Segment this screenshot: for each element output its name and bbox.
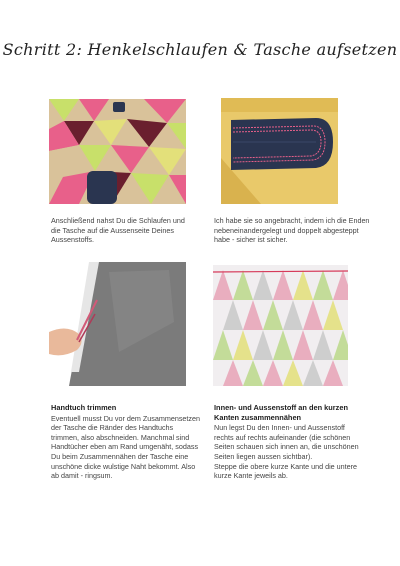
photo-stitched-loops — [221, 98, 338, 204]
step3-heading: Handtuch trimmen — [51, 403, 117, 412]
photo-fabric-with-loops — [49, 99, 186, 204]
step4-heading: Innen- und Aussenstoff an den kurzen Kanten zusammennähen — [214, 403, 348, 422]
photo-fabrics-sewn — [213, 265, 348, 386]
step3-block — [51, 403, 201, 481]
page-title: Schritt 2: Henkelschlaufen & Tasche aufsetzen — [2, 40, 398, 59]
step4-body-1: Nun legst Du den Innen- und Aussenstoff rechts auf rechts aufeinander (die schönen Seiten schauen sich innen an, die unschönen Seiten liegen aussen sichtbar). — [214, 423, 359, 461]
step4-body-2: Steppe die obere kurze Kante und die untere kurze Kante jeweils ab. — [214, 461, 358, 481]
step1-caption: Anschließend nahst Du die Schlaufen und die Tasche auf die Aussenseite Deines Aussenstoffs. — [51, 216, 185, 245]
step4-block — [214, 403, 364, 481]
step3-body: Eventuell musst Du vor dem Zusammensetzen der Tasche die Ränder des Handtuchs trimmen, also abschneiden. Manchmal sind Handtücher eben am Rand umgenäht, sodass Du beim Zusammennähen der Tasche eine unschöne dicke wulstige Naht bekommt. Also ab damit - ringsum. — [51, 413, 201, 481]
photo-trimming-towel — [49, 262, 186, 386]
step2-caption: Ich habe sie so angebracht, indem ich die Enden nebeneinandergelegt und doppelt abgesteppt habe - sicher ist sicher. — [214, 216, 370, 245]
